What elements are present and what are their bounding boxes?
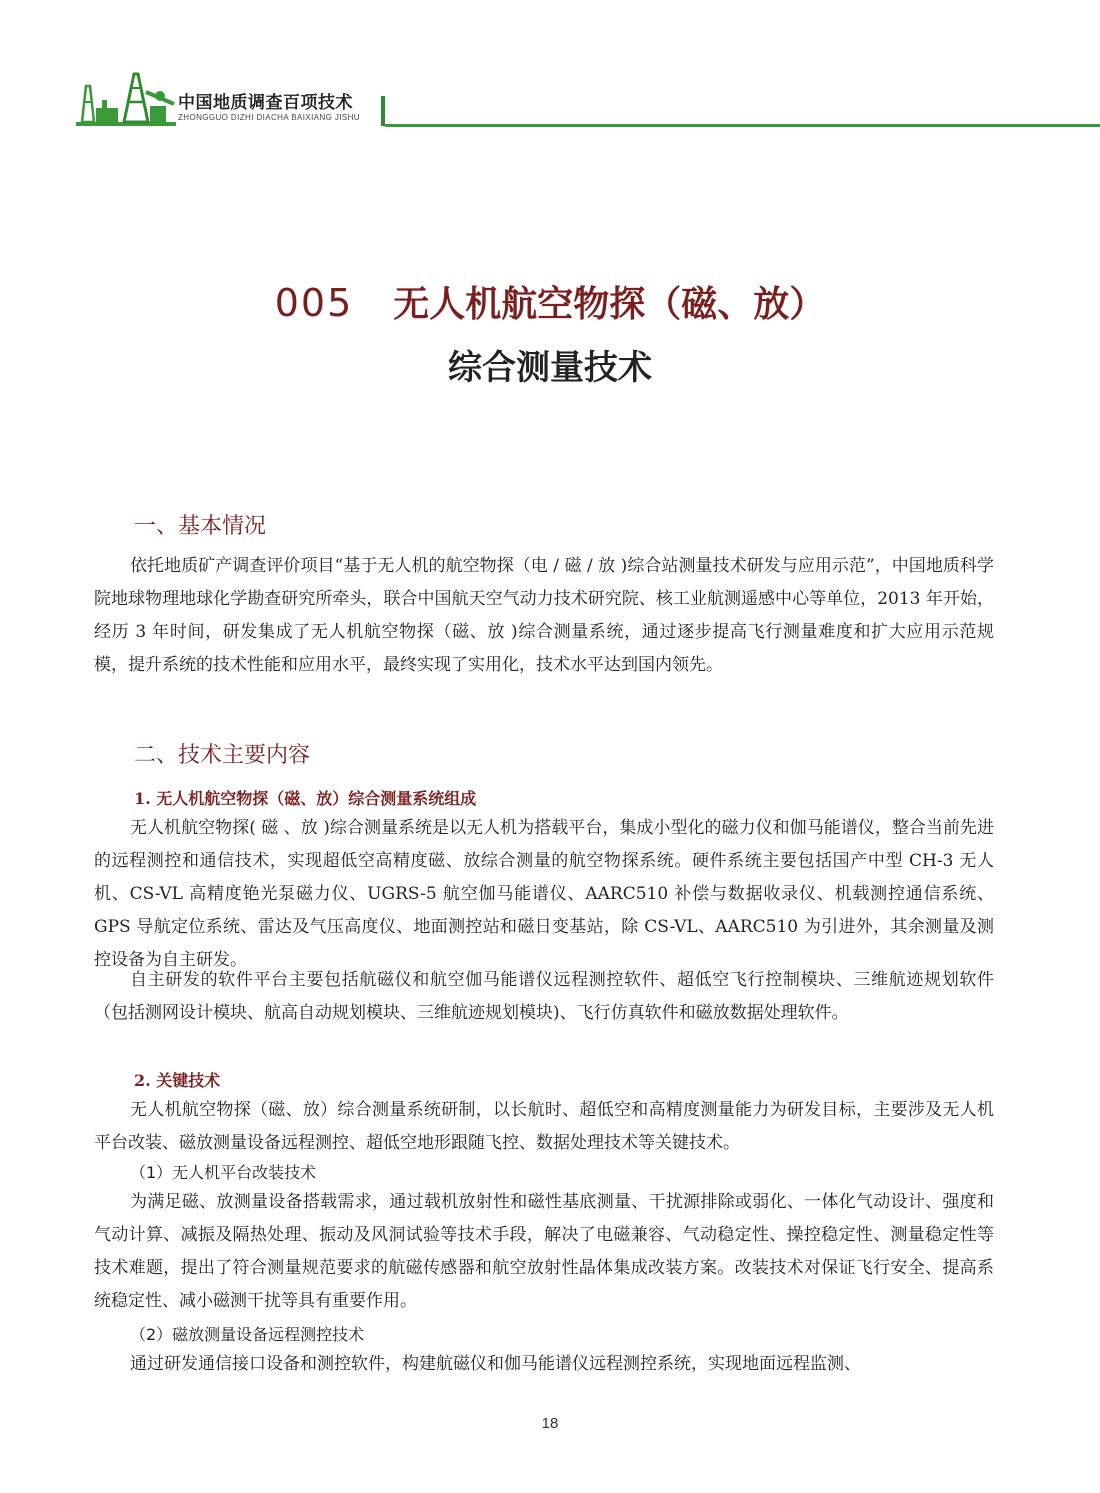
brand-title-cn: 中国地质调查百项技术 — [178, 93, 353, 113]
page-title-line2: 综合测量技术 — [448, 348, 652, 388]
paragraph-remote-control: 通过研发通信接口设备和测控软件，构建航磁仪和伽马能谱仪远程测控系统，实现地面远程监测、 — [130, 1354, 861, 1374]
header-accent-bar — [381, 96, 385, 126]
subheading-system-composition: 1. 无人机航空物探（磁、放）综合测量系统组成 — [134, 789, 477, 808]
subheading-key-technologies: 2. 关键技术 — [134, 1071, 221, 1090]
section-heading-main-content: 二、技术主要内容 — [134, 743, 311, 768]
title-text-line1: 无人机航空物探（磁、放） — [393, 284, 826, 325]
paragraph-basic-info: 依托地质矿产调查评价项目“基于无人机的航空物探（电 / 磁 / 放 )综合站测量技术研发与应用示范”，中国地质科学院地球物理地球化学勘查研究所牵头，联合中国航天空气动力技术研究院、核工业航测遥感中心等单位，2013 年开始，经历 3 年时间，研发集成了无人机航空物探（磁、放 )综合测量系统，通过逐步提高飞行测量难度和扩大应用示范规模，提升系统的技术性能和应用水平，最终实现了实用化，技术水平达到国内领先。 — [94, 556, 994, 675]
section-heading-basic-info: 一、基本情况 — [134, 514, 267, 539]
oil-pump-derrick-icon — [76, 68, 176, 128]
paragraph-platform-modification: 为满足磁、放测量设备搭载需求，通过载机放射性和磁性基底测量、干扰源排除或弱化、一体化气动设计、强度和气动计算、减振及隔热处理、振动及风洞试验等技术手段，解决了电磁兼容、气动稳定性、操控稳定性、测量稳定性等技术难题，提出了符合测量规范要求的航磁传感器和航空放射性晶体集成改装方案。改装技术对保证飞行安全、提高系统稳定性、减小磁测干扰等具有重要作用。 — [94, 1192, 994, 1311]
paragraph-software-platform: 自主研发的软件平台主要包括航磁仪和航空伽马能谱仪远程测控软件、超低空飞行控制模块、三维航迹规划软件（包括测网设计模块、航高自动规划模块、三维航迹规划模块)、飞行仿真软件和磁放数据处理软件。 — [94, 970, 994, 1023]
page-header — [76, 68, 1100, 130]
header-rule — [385, 124, 1100, 127]
item-heading-platform-modification: （1）无人机平台改装技术 — [130, 1163, 317, 1182]
page-number: 18 — [541, 1415, 559, 1432]
brand-title-en: ZHONGGUO DIZHI DIACHA BAIXIANG JISHU — [178, 113, 360, 122]
paragraph-system-composition: 无人机航空物探( 磁 、放 )综合测量系统是以无人机为搭载平台，集成小型化的磁力仪和伽马能谱仪，整合当前先进的远程测控和通信技术，实现超低空高精度磁、放综合测量的航空物探系统。硬件系统主要包括国产中型 CH-3 无人机、CS-VL 高精度铯光泵磁力仪、UGRS-5 航空伽马能谱仪、AARC510 补偿与数据收录仪、机载测控通信系统、GPS 导航定位系统、雷达及气压高度仪、地面测控站和磁日变基站，除 CS-VL、AARC510 为引进外，其余测量及测控设备为自主研发。 — [94, 818, 994, 970]
item-heading-remote-control: （2）磁放测量设备远程测控技术 — [130, 1325, 365, 1344]
page-title-line1 — [0, 276, 1100, 327]
technique-number: 005 — [274, 281, 354, 325]
paragraph-key-technologies: 无人机航空物探（磁、放）综合测量系统研制，以长航时、超低空和高精度测量能力为研发目标，主要涉及无人机平台改装、磁放测量设备远程测控、超低空地形跟随飞控、数据处理技术等关键技术。 — [94, 1100, 994, 1153]
